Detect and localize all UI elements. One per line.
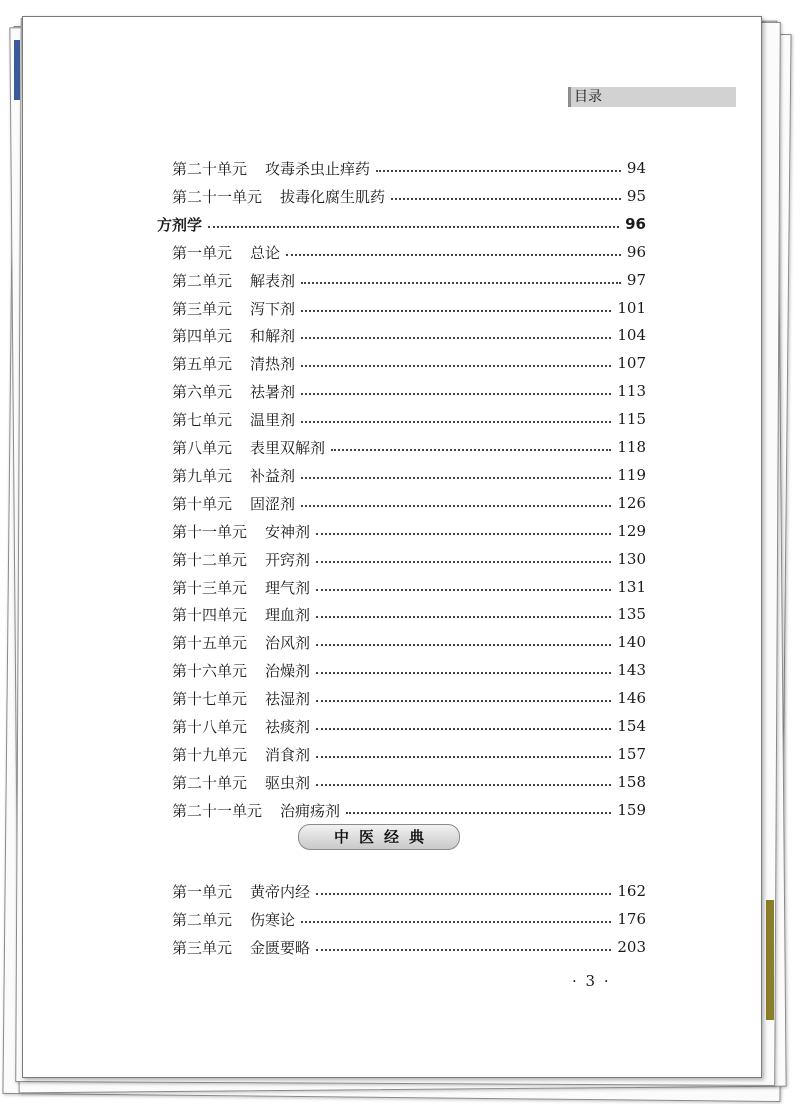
toc-page-number: 115 [617, 410, 646, 428]
toc-entry-title: 治风剂 [265, 633, 311, 652]
toc-leader-dots [301, 310, 611, 312]
toc-entry-title: 金匮要略 [250, 938, 311, 957]
toc-leader-dots [331, 449, 611, 451]
toc-entry[interactable] [172, 686, 646, 710]
toc-entry-title: 伤寒论 [250, 910, 296, 929]
toc-page-number: 97 [626, 271, 646, 289]
toc-entry-title: 攻毒杀虫止痒药 [265, 159, 371, 178]
toc-unit-label: 第二单元 [172, 271, 233, 290]
toc-leader-dots [301, 421, 611, 423]
toc-entry[interactable] [172, 435, 646, 459]
toc-page-number: 96 [625, 215, 646, 233]
toc-unit-label: 第二十单元 [172, 159, 248, 178]
toc-leader-dots [301, 282, 621, 284]
toc-unit-label: 第十一单元 [172, 522, 248, 541]
toc-page-number: 101 [617, 299, 646, 317]
toc-unit-label: 第十七单元 [172, 689, 248, 708]
toc-leader-dots [208, 226, 619, 228]
header-section-tab: 目录 [568, 87, 736, 107]
toc-entry-title: 固涩剂 [250, 494, 296, 513]
toc-entry-title: 泻下剂 [250, 299, 296, 318]
toc-page-number: 104 [617, 326, 646, 344]
toc-unit-label: 第十四单元 [172, 605, 248, 624]
toc-leader-dots [316, 728, 611, 730]
toc-entry-title: 清热剂 [250, 354, 296, 373]
toc-unit-label: 第二十一单元 [172, 801, 263, 820]
toc-entry-title: 补益剂 [250, 466, 296, 485]
toc-entry-title: 开窍剂 [265, 550, 311, 569]
toc-unit-label: 第三单元 [172, 938, 233, 957]
toc-entry[interactable] [172, 798, 646, 822]
toc-page-number: 118 [617, 438, 646, 456]
toc-leader-dots [316, 533, 611, 535]
toc-unit-label: 第十六单元 [172, 661, 248, 680]
toc-entry[interactable] [172, 379, 646, 403]
toc-entry[interactable] [172, 296, 646, 320]
toc-entry[interactable] [172, 714, 646, 738]
toc-leader-dots [316, 616, 611, 618]
toc-page-number: 94 [626, 159, 646, 177]
toc-entry[interactable] [172, 602, 646, 626]
section-banner-classics: 中医经典 [298, 824, 460, 850]
toc-leader-dots [286, 254, 621, 256]
toc-leader-dots [301, 505, 611, 507]
toc-entry-title: 和解剂 [250, 326, 296, 345]
toc-unit-label: 方剂学 [157, 215, 203, 234]
toc-entry-title: 祛湿剂 [265, 689, 311, 708]
toc-entry-title: 理血剂 [265, 605, 311, 624]
toc-entry-title: 黄帝内经 [250, 882, 311, 901]
toc-page-number: 157 [617, 745, 646, 763]
toc-page-number: 129 [617, 522, 646, 540]
toc-page-number: 159 [617, 801, 646, 819]
toc-leader-dots [301, 337, 611, 339]
toc-entry-title: 祛暑剂 [250, 382, 296, 401]
toc-entry[interactable] [172, 770, 646, 794]
toc-entry-title: 表里双解剂 [250, 438, 326, 457]
toc-entry-title: 治燥剂 [265, 661, 311, 680]
toc-entry[interactable] [172, 935, 646, 959]
toc-leader-dots [316, 893, 611, 895]
toc-leader-dots [316, 672, 611, 674]
toc-page-number: 154 [617, 717, 646, 735]
toc-page-number: 146 [617, 689, 646, 707]
toc-leader-dots [316, 589, 611, 591]
toc-entry[interactable] [172, 658, 646, 682]
toc-page-number: 135 [617, 605, 646, 623]
toc-unit-label: 第一单元 [172, 882, 233, 901]
toc-entry-title: 驱虫剂 [265, 773, 311, 792]
toc-page-number: 203 [617, 938, 646, 956]
toc-entry-title: 温里剂 [250, 410, 296, 429]
toc-page-number: 113 [617, 382, 646, 400]
toc-page-number: 96 [626, 243, 646, 261]
toc-entry-title: 解表剂 [250, 271, 296, 290]
toc-entry-title: 理气剂 [265, 578, 311, 597]
toc-page-number: 143 [617, 661, 646, 679]
edge-strip-blue [14, 40, 20, 100]
toc-unit-label: 第二十单元 [172, 773, 248, 792]
toc-leader-dots [301, 365, 611, 367]
toc-entry[interactable] [172, 351, 646, 375]
toc-page-number: 176 [617, 910, 646, 928]
toc-entry[interactable] [172, 879, 646, 903]
page-number: · 3 · [572, 972, 611, 990]
toc-unit-label: 第九单元 [172, 466, 233, 485]
toc-entry[interactable] [172, 184, 646, 208]
toc-leader-dots [316, 784, 611, 786]
toc-leader-dots [316, 700, 611, 702]
toc-unit-label: 第十二单元 [172, 550, 248, 569]
toc-unit-label: 第八单元 [172, 438, 233, 457]
toc-unit-label: 第七单元 [172, 410, 233, 429]
toc-page-number: 130 [617, 550, 646, 568]
toc-entry[interactable] [172, 156, 646, 180]
toc-page-number: 131 [617, 578, 646, 596]
toc-entry[interactable] [172, 323, 646, 347]
toc-page-number: 162 [617, 882, 646, 900]
toc-entry[interactable] [172, 519, 646, 543]
toc-entry[interactable] [172, 491, 646, 515]
toc-unit-label: 第十单元 [172, 494, 233, 513]
toc-entry-title: 拔毒化腐生肌药 [280, 187, 386, 206]
toc-unit-label: 第十五单元 [172, 633, 248, 652]
toc-entry[interactable] [172, 407, 646, 431]
toc-page-number: 119 [617, 466, 646, 484]
toc-part-heading[interactable] [157, 212, 646, 236]
toc-entry[interactable] [172, 463, 646, 487]
toc-leader-dots [316, 561, 611, 563]
toc-unit-label: 第十三单元 [172, 578, 248, 597]
toc-leader-dots [316, 756, 611, 758]
toc-unit-label: 第二单元 [172, 910, 233, 929]
toc-leader-dots [301, 477, 611, 479]
toc-unit-label: 第十八单元 [172, 717, 248, 736]
toc-unit-label: 第十九单元 [172, 745, 248, 764]
toc-entry-title: 祛痰剂 [265, 717, 311, 736]
toc-entry-title: 治痈疡剂 [280, 801, 341, 820]
toc-entry[interactable] [172, 630, 646, 654]
toc-page-number: 107 [617, 354, 646, 372]
toc-page-number: 158 [617, 773, 646, 791]
toc-entry[interactable] [172, 907, 646, 931]
toc-leader-dots [301, 921, 611, 923]
toc-unit-label: 第四单元 [172, 326, 233, 345]
toc-page-number: 95 [626, 187, 646, 205]
toc-entry-title: 消食剂 [265, 745, 311, 764]
toc-entry-title: 总论 [250, 243, 281, 262]
toc-unit-label: 第三单元 [172, 299, 233, 318]
toc-entry[interactable] [172, 268, 646, 292]
toc-leader-dots [316, 644, 611, 646]
toc-page-number: 126 [617, 494, 646, 512]
toc-leader-dots [316, 949, 611, 951]
toc-entry-title: 安神剂 [265, 522, 311, 541]
toc-leader-dots [391, 198, 621, 200]
toc-entry[interactable] [172, 547, 646, 571]
toc-unit-label: 第一单元 [172, 243, 233, 262]
toc-leader-dots [301, 393, 611, 395]
toc-unit-label: 第六单元 [172, 382, 233, 401]
toc-unit-label: 第五单元 [172, 354, 233, 373]
toc-leader-dots [346, 812, 611, 814]
toc-unit-label: 第二十一单元 [172, 187, 263, 206]
toc-leader-dots [376, 170, 621, 172]
toc-entry[interactable] [172, 575, 646, 599]
toc-entry[interactable] [172, 240, 646, 264]
toc-entry[interactable] [172, 742, 646, 766]
toc-page-number: 140 [617, 633, 646, 651]
edge-strip-olive [766, 900, 774, 1020]
